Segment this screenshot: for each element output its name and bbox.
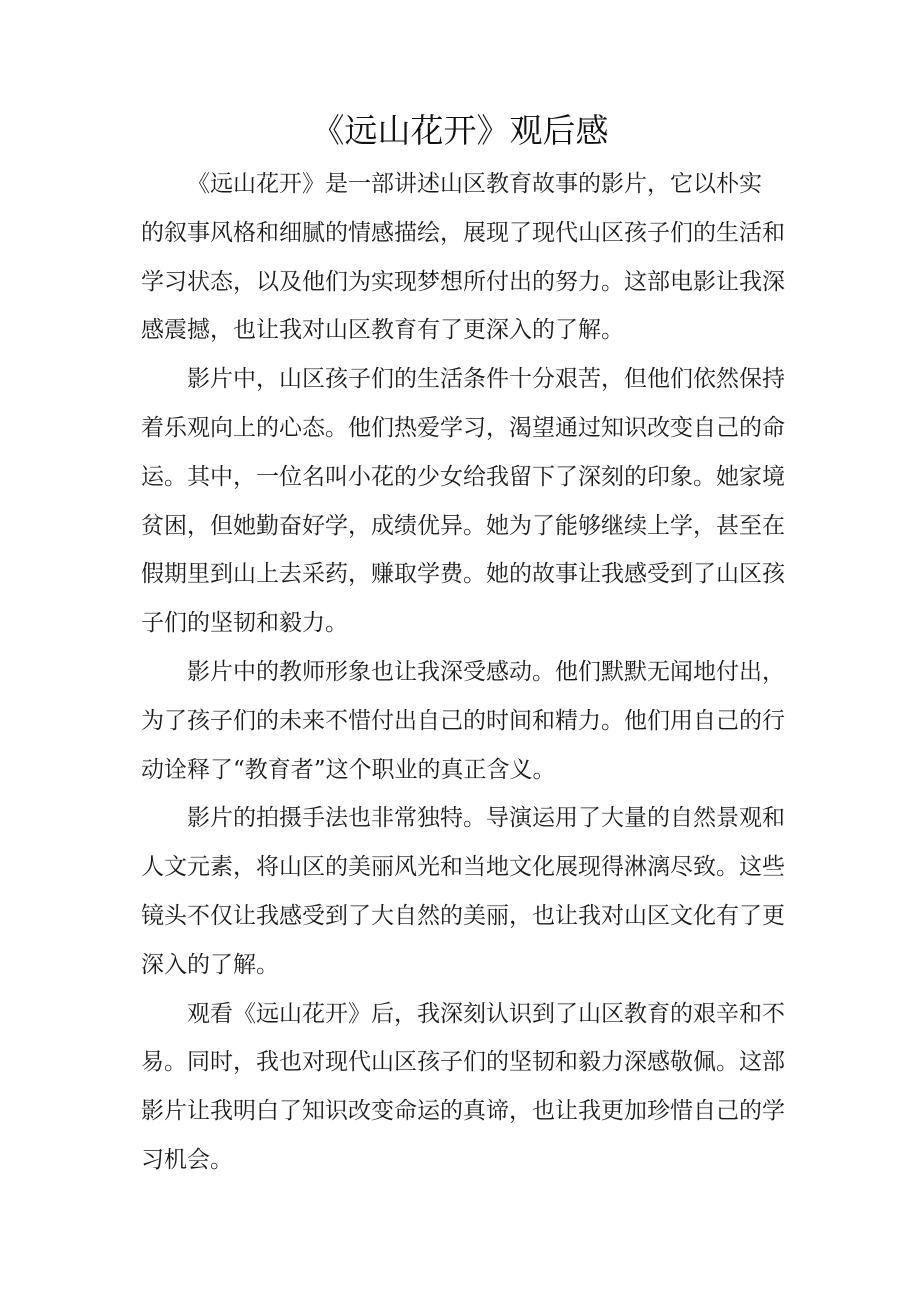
text-line: 影片让我明白了知识改变命运的真谛，也让我更加珍惜自己的学: [141, 1098, 785, 1125]
text-line: 的叙事风格和细腻的情感描绘，展现了现代山区孩子们的生活和: [141, 219, 785, 246]
text-line: 贫困，但她勤奋好学，成绩优异。她为了能够继续上学，甚至在: [141, 512, 785, 539]
text-line: 深入的了解。: [141, 951, 279, 978]
paragraph-3: [141, 648, 801, 794]
text-line: 影片的拍摄手法也非常独特。导演运用了大量的自然景观和: [187, 805, 785, 832]
document-title: 《远山花开》观后感: [311, 111, 609, 150]
paragraph-2: [141, 355, 801, 648]
text-line: 影片中，山区孩子们的生活条件十分艰苦，但他们依然保持: [187, 366, 785, 393]
paragraph-5: [141, 990, 801, 1185]
text-line: 感震撼，也让我对山区教育有了更深入的了解。: [141, 317, 624, 344]
text-line: 假期里到山上去采药，赚取学费。她的故事让我感受到了山区孩: [141, 561, 785, 588]
text-line: 镜头不仅让我感受到了大自然的美丽，也让我对山区文化有了更: [141, 902, 785, 929]
paragraph-1: [141, 160, 801, 355]
text-line: 子们的坚韧和毅力。: [141, 610, 348, 637]
text-line: 运。其中，一位名叫小花的少女给我留下了深刻的印象。她家境: [141, 463, 785, 490]
text-line: 观看《远山花开》后，我深刻认识到了山区教育的艰辛和不: [187, 1000, 785, 1027]
document-body: [141, 160, 801, 1185]
text-line: 学习状态，以及他们为实现梦想所付出的努力。这部电影让我深: [141, 268, 785, 295]
text-line: 为了孩子们的未来不惜付出自己的时间和精力。他们用自己的行: [141, 707, 785, 734]
paragraph-4: [141, 794, 801, 989]
text-line: 着乐观向上的心态。他们热爱学习，渴望通过知识改变自己的命: [141, 414, 785, 441]
text-line: 影片中的教师形象也让我深受感动。他们默默无闻地付出，: [187, 658, 785, 685]
text-line: 易。同时，我也对现代山区孩子们的坚韧和毅力深感敬佩。这部: [141, 1049, 785, 1076]
text-line: 动诠释了“教育者”这个职业的真正含义。: [141, 756, 556, 783]
text-line: 习机会。: [141, 1146, 233, 1173]
text-line: 《远山花开》是一部讲述山区教育故事的影片，它以朴实: [187, 171, 762, 197]
text-line: 人文元素，将山区的美丽风光和当地文化展现得淋漓尽致。这些: [141, 854, 785, 881]
